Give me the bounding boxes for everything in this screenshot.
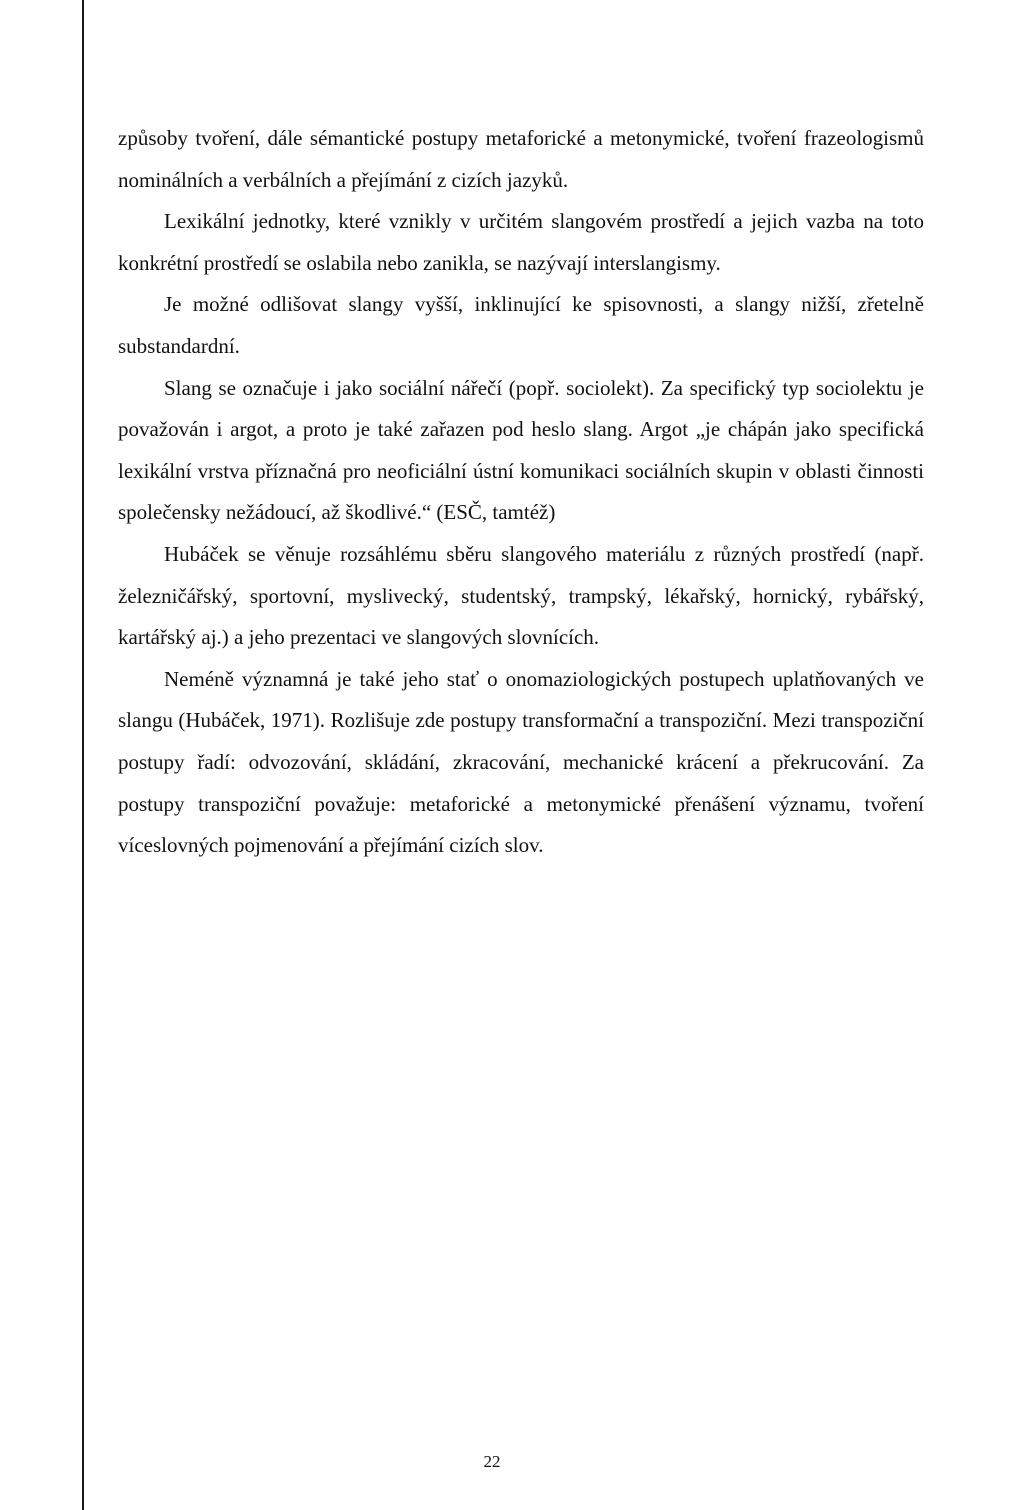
page-number: 22 — [483, 1452, 501, 1471]
paragraph-sociolect-argot: Slang se označuje i jako sociální nářečí (popř. sociolekt). Za specifický typ sociolektu je považován i argot, a proto je také zařazen pod heslo slang. Argot „je chápán jako specifická lexikální vrstva příznačná pro neoficiální ústní komunikaci sociálních skupin v oblasti činnosti společensky nežádoucí, až škodlivé.“ (ESČ, tamtéž) — [118, 375, 924, 525]
paragraph-continuation: způsoby tvoření, dále sémantické postupy metaforické a metonymické, tvoření frazeologismů nominálních a verbálních a přejímání z cizích jazyků. — [118, 126, 924, 192]
page-binding-edge — [82, 0, 84, 1510]
document-page — [118, 118, 924, 867]
paragraph-onomasiological-procedures: Neméně významná je také jeho stať o onomaziologických postupech uplatňovaných ve slangu (Hubáček, 1971). Rozlišuje zde postupy transformační a transpoziční. Mezi transpoziční postupy řadí: odvozování, skládání, zkracování, mechanické krácení a překrucování. Za postupy transpoziční považuje: metaforické a metonymické přenášení významu, tvoření víceslovných pojmenování a přejímání cizích slov. — [118, 666, 924, 858]
paragraph-interslangisms: Lexikální jednotky, které vznikly v určitém slangovém prostředí a jejich vazba na toto konkrétní prostředí se oslabila nebo zanikla, se nazývají interslangismy. — [118, 209, 924, 275]
paragraph-hubacek-collection: Hubáček se věnuje rozsáhlému sběru slangového materiálu z různých prostředí (např. železničářský, sportovní, myslivecký, studentský, trampský, lékařský, hornický, rybářský, kartářský aj.) a jeho prezentaci ve slangových slovnících. — [118, 541, 924, 650]
paragraph-slang-levels: Je možné odlišovat slangy vyšší, inklinující ke spisovnosti, a slangy nižší, zřetelně substandardní. — [118, 292, 924, 358]
